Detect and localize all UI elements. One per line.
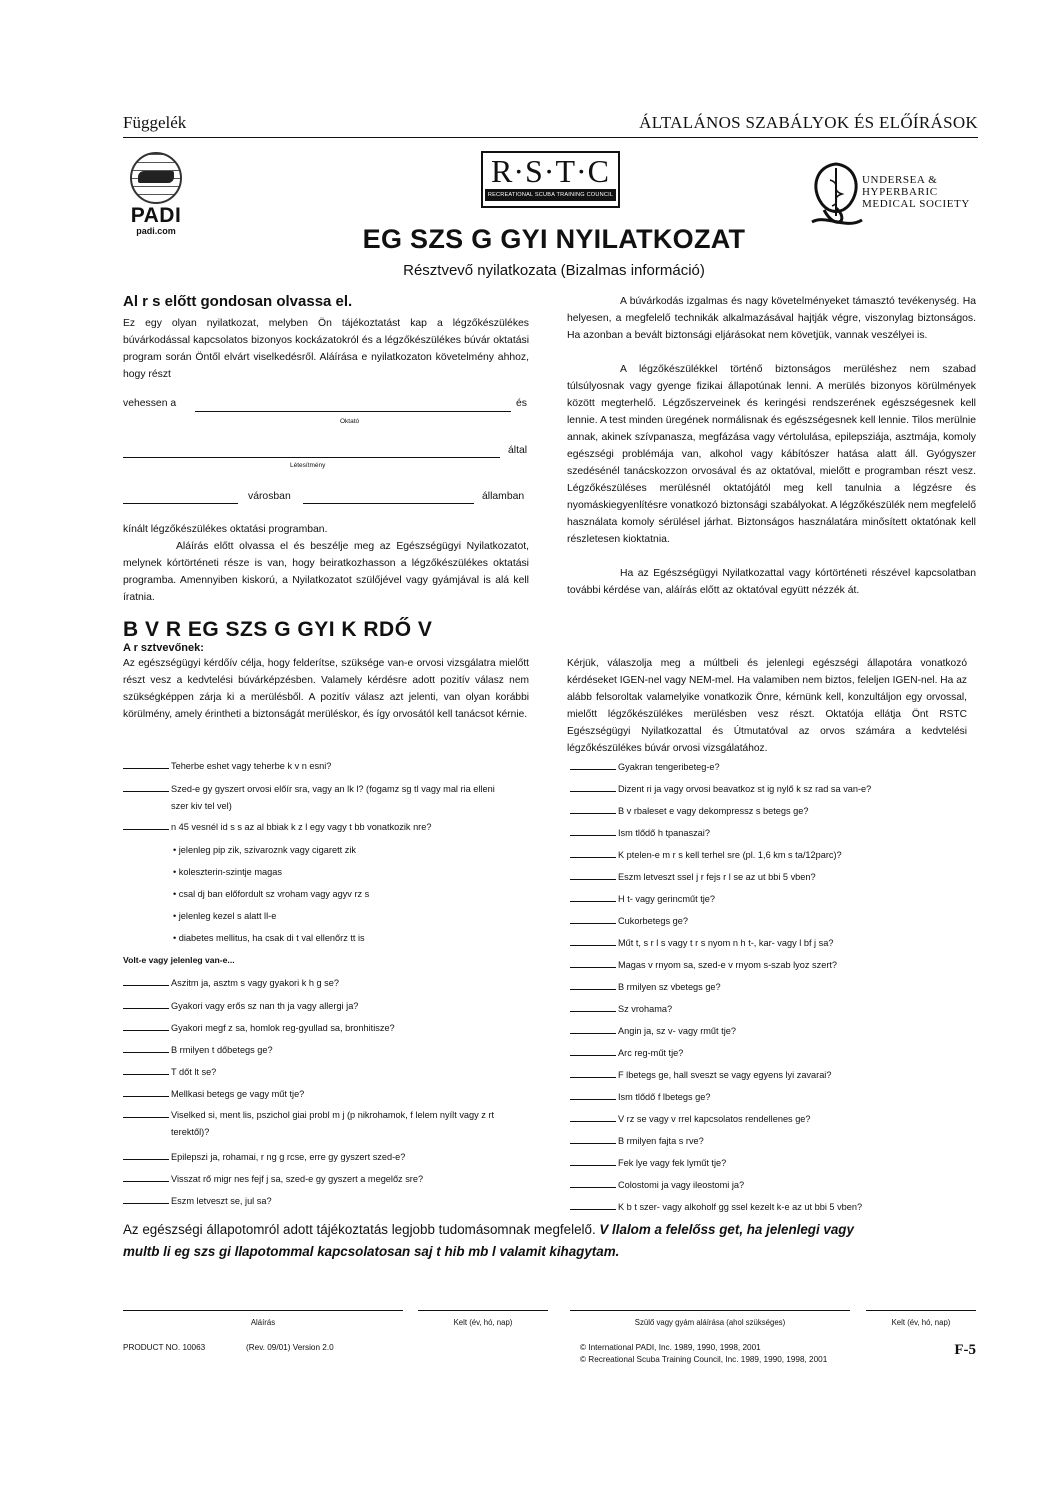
right-paragraph-3: Ha az Egészségügyi Nyilatkozattal vagy kórtörténeti részével kapcsolatban további kérdése van, aláírás előtt az oktatóval együtt nézzék át. bbox=[567, 568, 976, 596]
instructor-caption: Oktató bbox=[340, 418, 360, 425]
question-right-17: V rz se vagy v rrel kapcsolatos rendellenes ge? bbox=[570, 1111, 811, 1128]
declaration-text: Az egészségi állapotomról adott tájékoztatás legjobb tudomásomnak megfelelő. bbox=[123, 1222, 596, 1237]
header-divider bbox=[123, 137, 978, 138]
intro-heading: Al r s előtt gondosan olvassa el. bbox=[123, 293, 353, 310]
question-right-14: Arc reg-műt tje? bbox=[570, 1045, 683, 1062]
guardian-signature-label: Szülő vagy gyám aláírása (ahol szükséges) bbox=[634, 1318, 786, 1327]
question-right-19: Fek lye vagy fek lyműt tje? bbox=[570, 1155, 726, 1172]
answer-field[interactable] bbox=[570, 1155, 616, 1166]
question-left-5: Gyakori vagy erős sz nan th ja vagy allergi ja? bbox=[123, 998, 358, 1015]
uhms-line-2: HYPERBARIC bbox=[862, 186, 938, 198]
intro-paragraph: Ez egy olyan nyilatkozat, melyben Ön tájékoztatást kap a légzőkészülékes búvárkodással kapcsolatos bizonyos kockázatokról és a légzőkészülékes búvár oktatási program során Öntől elvárt viselkedésről. Aláírása e nyilatkozaton követelmény ahhoz, hogy részt bbox=[123, 318, 529, 380]
answer-field[interactable] bbox=[570, 1001, 616, 1012]
answer-field[interactable] bbox=[570, 1199, 616, 1210]
answer-field[interactable] bbox=[570, 1177, 616, 1188]
declaration-italic-2: multb li eg szs gi llapotommal kapcsolatosan saj t hib mb l valamit kihagytam. bbox=[123, 1244, 620, 1259]
question-left-10: Viselked si, ment lis, pszichol giai probl m j (p nikrohamok, f lelem nyílt vagy z rt terektől)? bbox=[123, 1107, 501, 1141]
answer-field[interactable] bbox=[123, 758, 169, 769]
question-left-9: Mellkasi betegs ge vagy műt tje? bbox=[123, 1086, 304, 1103]
answer-field[interactable] bbox=[570, 759, 616, 770]
signature-label: Aláírás bbox=[250, 1318, 276, 1327]
date-field-1[interactable] bbox=[418, 1310, 548, 1311]
question-right-21: K b t szer- vagy alkoholf gg ssel kezelt k-e az ut bbi 5 vben? bbox=[570, 1199, 862, 1216]
answer-field[interactable] bbox=[123, 1107, 169, 1118]
rstc-name: RECREATIONAL SCUBA TRAINING COUNCIL bbox=[485, 189, 616, 201]
question-left-8: T dőt lt se? bbox=[123, 1064, 216, 1081]
questionnaire-heading: B V R EG SZS G GYI K RDŐ V bbox=[123, 618, 433, 641]
answer-field[interactable] bbox=[123, 1171, 169, 1182]
bullet-item: • csal dj ban előfordult sz vroham vagy agyv rz s bbox=[173, 889, 370, 899]
questionnaire-subheading: A r sztvevőnek: bbox=[123, 642, 204, 654]
intro-paragraph-2: Aláírás előtt olvassa el és beszélje meg az Egészségügyi Nyilatkozatot, melynek kórtörténeti része is van, hogy beiratkozhasson a légzőkészülékes oktatási programba. Amennyiben kiskorú, a Nyilatkozatot szülőjével vagy gyámjával is alá kell íratnia. bbox=[123, 541, 529, 603]
question-right-4: Ism tlődő h tpanaszai? bbox=[570, 825, 710, 842]
answer-field[interactable] bbox=[123, 1193, 169, 1204]
answer-field[interactable] bbox=[123, 1020, 169, 1031]
answer-field[interactable] bbox=[570, 803, 616, 814]
history-subheading: Volt-e vagy jelenleg van-e... bbox=[123, 955, 235, 965]
question-left-13: Eszm letveszt se, jul sa? bbox=[123, 1193, 272, 1210]
header-left: Függelék bbox=[123, 113, 187, 132]
question-left-12: Visszat rő migr nes fejf j sa, szed-e gy gyszert a megelőz sre? bbox=[123, 1171, 423, 1188]
answer-field[interactable] bbox=[570, 891, 616, 902]
answer-field[interactable] bbox=[123, 1042, 169, 1053]
guardian-signature-field[interactable] bbox=[570, 1310, 850, 1311]
copyright-padi: © International PADI, Inc. 1989, 1990, 1998, 2001 bbox=[580, 1343, 761, 1352]
answer-field[interactable] bbox=[570, 1133, 616, 1144]
answer-field[interactable] bbox=[123, 1149, 169, 1160]
facility-field[interactable] bbox=[123, 457, 500, 458]
page-subtitle: Résztvevő nyilatkozata (Bizalmas információ) bbox=[403, 262, 705, 279]
question-left-1: Teherbe eshet vagy teherbe k v n esni? bbox=[123, 758, 331, 775]
product-number: PRODUCT NO. 10063 bbox=[123, 1343, 206, 1352]
header-right: ÁLTALÁNOS SZABÁLYOK ÉS ELŐÍRÁSOK bbox=[639, 113, 978, 132]
answer-field[interactable] bbox=[570, 979, 616, 990]
city-field[interactable] bbox=[123, 503, 238, 504]
date-label-1: Kelt (év, hó, nap) bbox=[453, 1318, 513, 1327]
question-right-2: Dizent ri ja vagy orvosi beavatkoz st ig nylő k sz rad sa van-e? bbox=[570, 781, 871, 798]
uhms-line-3: MEDICAL SOCIETY bbox=[862, 198, 970, 210]
es-label: és bbox=[516, 398, 527, 409]
diver-icon bbox=[138, 171, 174, 183]
answer-field[interactable] bbox=[123, 819, 169, 830]
padi-wordmark: PADI bbox=[130, 204, 182, 227]
bullet-item: • diabetes mellitus, ha csak di t val ellenőrz tt is bbox=[173, 933, 365, 943]
answer-field[interactable] bbox=[570, 847, 616, 858]
question-right-15: F lbetegs ge, hall sveszt se vagy egyens lyi zavarai? bbox=[570, 1067, 831, 1084]
question-right-5: K ptelen-e m r s kell terhel sre (pl. 1,6 km s ta/12parc)? bbox=[570, 847, 842, 864]
answer-field[interactable] bbox=[570, 825, 616, 836]
answer-field[interactable] bbox=[570, 935, 616, 946]
answer-field[interactable] bbox=[123, 781, 169, 792]
question-right-13: Angin ja, sz v- vagy rműt tje? bbox=[570, 1023, 736, 1040]
answer-field[interactable] bbox=[570, 957, 616, 968]
question-right-16: Ism tlődő f lbetegs ge? bbox=[570, 1089, 710, 1106]
uhms-line-1: UNDERSEA & bbox=[862, 174, 938, 186]
answer-field[interactable] bbox=[123, 998, 169, 1009]
globe-icon bbox=[130, 152, 182, 204]
question-right-11: B rmilyen sz vbetegs ge? bbox=[570, 979, 721, 996]
date-label-2: Kelt (év, hó, nap) bbox=[891, 1318, 951, 1327]
question-left-11: Epilepszi ja, rohamai, r ng g rcse, erre gy gyszert szed-e? bbox=[123, 1149, 405, 1166]
answer-field[interactable] bbox=[570, 913, 616, 924]
bullet-item: • jelenleg kezel s alatt ll-e bbox=[173, 911, 277, 921]
questionnaire-left-paragraph: Az egészségügyi kérdőív célja, hogy felderítse, szüksége van-e orvosi vizsgálatra mielőtt részt vesz a kedvtelési búvárképzésben. Valamely kérdésre adott pozitív válasz nem szükségképpen zárja ki a merülésből. A pozitív válasz azt jelenti, van olyan korábbi körülmény, amely érintheti a biztonságát merüléskor, és így orvosától kell tanácsot kérnie. bbox=[123, 658, 529, 720]
padi-site: padi.com bbox=[136, 226, 176, 236]
question-left-2: Szed-e gy gyszert orvosi előír sra, vagy an lk l? (fogamz sg tl vagy mal ria elleni szer kiv tel vel) bbox=[123, 781, 501, 815]
page-title: EG SZS G GYI NYILATKOZAT bbox=[362, 224, 746, 254]
question-left-3: n 45 vesnél id s s az al bbiak k z l egy vagy t bb vonatkozik nre? bbox=[123, 819, 431, 836]
answer-field[interactable] bbox=[570, 1023, 616, 1034]
answer-field[interactable] bbox=[123, 1064, 169, 1075]
questionnaire-right-paragraph: Kérjük, válaszolja meg a múltbeli és jelenlegi egészségi állapotára vonatkozó kérdéseket IGEN-nel vagy NEM-mel. Ha valamiben nem biztos, feleljen IGEN-nel. Ha az alább felsoroltak valamelyike vonatkozik Önre, kérnünk kell, konzultáljon egy orvossal, mielőtt légzőkészülékes merülésben vesz részt. Oktatója ellátja Önt RSTC Egészségügyi Nyilatkozattal és Útmutatóval az orvos számára a kedvtelési légzőkészülékes búvár orvosi vizsgálatához. bbox=[567, 658, 967, 754]
declaration-italic-1: V llalom a felelőss get, ha jelenlegi vagy bbox=[599, 1222, 854, 1237]
date-field-2[interactable] bbox=[866, 1310, 976, 1311]
question-right-7: H t- vagy gerincműt tje? bbox=[570, 891, 715, 908]
signature-field[interactable] bbox=[123, 1310, 403, 1311]
answer-field[interactable] bbox=[123, 1086, 169, 1097]
instructor-field[interactable] bbox=[195, 411, 511, 412]
question-right-12: Sz vrohama? bbox=[570, 1001, 672, 1018]
declaration bbox=[123, 1219, 983, 1263]
revision: (Rev. 09/01) Version 2.0 bbox=[246, 1343, 334, 1352]
question-left-7: B rmilyen t dőbetegs ge? bbox=[123, 1042, 273, 1059]
answer-field[interactable] bbox=[570, 1067, 616, 1078]
question-left-6: Gyakori megf z sa, homlok reg-gyullad sa, bronhitisze? bbox=[123, 1020, 395, 1037]
question-right-1: Gyakran tengeribeteg-e? bbox=[570, 759, 720, 776]
copyright-rstc: © Recreational Scuba Training Council, Inc. 1989, 1990, 1998, 2001 bbox=[580, 1355, 828, 1364]
question-left-4: Aszitm ja, asztm s vagy gyakori k h g se? bbox=[123, 975, 339, 992]
facility-caption: Létesítmény bbox=[290, 462, 326, 469]
rstc-logo bbox=[481, 151, 620, 208]
question-right-18: B rmilyen fajta s rve? bbox=[570, 1133, 704, 1150]
question-right-9: Műt t, s r l s vagy t r s nyom n h t-, kar- vagy l bf j sa? bbox=[570, 935, 833, 952]
rstc-letters: R·S·T·C bbox=[491, 153, 610, 189]
question-right-20: Colostomi ja vagy ileostomi ja? bbox=[570, 1177, 744, 1194]
answer-field[interactable] bbox=[570, 869, 616, 880]
bullet-item: • jelenleg pip zik, szivaroznk vagy cigarett zik bbox=[173, 845, 356, 855]
program-text: kínált légzőkészülékes oktatási programban. bbox=[123, 524, 328, 535]
uhms-logo bbox=[806, 160, 976, 232]
question-right-8: Cukorbetegs ge? bbox=[570, 913, 688, 930]
page-number: F-5 bbox=[954, 1342, 976, 1358]
question-right-3: B v rbaleset e vagy dekompressz s betegs ge? bbox=[570, 803, 809, 820]
altal-label: által bbox=[508, 445, 528, 456]
answer-field[interactable] bbox=[570, 781, 616, 792]
vehessen-label: vehessen a bbox=[123, 398, 177, 409]
varosban-label: városban bbox=[248, 491, 291, 502]
answer-field[interactable] bbox=[123, 975, 169, 986]
answer-field[interactable] bbox=[570, 1045, 616, 1056]
right-paragraph-2: A légzőkészülékkel történő biztonságos merüléshez nem szabad túlsúlyosnak vagy gyenge fizikai állapotúnak lenni. A merülés bizonyos körülmények között megterhelő. Légzőszerveinek és keringési rendszerének egészségesnek kell lennie. A test minden üregének normálisnak és egészségesnek kell lennie. Tilos merülnie annak, akinek szívpanasza, megfázása vagy vértolulása, epilepsziája, asztmája, komoly egészségi problémája van, alkohol vagy kábítószer hatása alatt áll. Gyógyszer szedésénél tanácskozzon orvosával és az oktatóval, mielőtt e programban részt vesz. Légzőkészüléses merülésnél oktatójától meg kell tanulnia a légzésre és nyomáskiegyenlítésre vonatkozó biztonsági szabályokat. A légzőkészülék nem megfelelő használata komoly sérülésel járhat. Biztonságos használatára minősített oktatónak kell részletesen kioktatnia. bbox=[567, 364, 976, 545]
state-field[interactable] bbox=[303, 503, 474, 504]
answer-field[interactable] bbox=[570, 1089, 616, 1100]
right-paragraph-1: A búvárkodás izgalmas és nagy követelményeket támasztó tevékenység. Ha helyesen, a megfelelő technikák alkalmazásával hajtják végre, viszonylag biztonságos. Ha azonban a bevált biztonsági eljárásokat nem követjük, vannak veszélyei is. bbox=[567, 296, 976, 341]
bullet-item: • koleszterin-szintje magas bbox=[173, 867, 282, 877]
question-right-6: Eszm letveszt ssel j r fejs r l se az ut bbi 5 vben? bbox=[570, 869, 816, 886]
question-right-10: Magas v rnyom sa, szed-e v rnyom s-szab lyoz szert? bbox=[570, 957, 837, 974]
allamban-label: államban bbox=[482, 491, 525, 502]
answer-field[interactable] bbox=[570, 1111, 616, 1122]
